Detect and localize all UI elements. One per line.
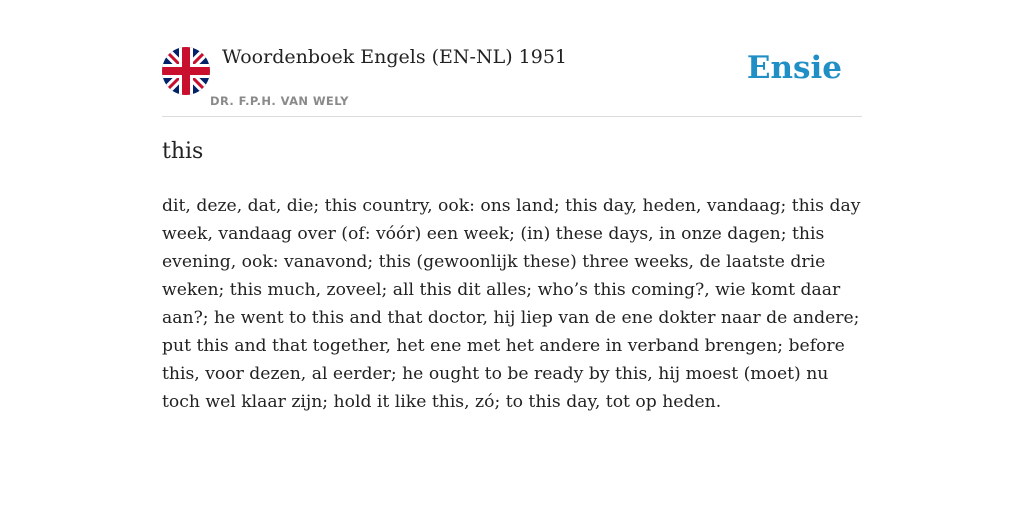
dictionary-author[interactable]: DR. F.P.H. VAN WELY xyxy=(210,94,349,108)
dictionary-title[interactable]: Woordenboek Engels (EN-NL) 1951 xyxy=(222,46,567,68)
dictionary-header xyxy=(162,44,862,117)
uk-flag-icon xyxy=(162,47,210,95)
entry-headword: this xyxy=(162,139,204,164)
brand-logo[interactable]: Ensie xyxy=(746,50,842,86)
entry-definition: dit, deze, dat, die; this country, ook: ons land; this day, heden, vandaag; this day week, vandaag over (of: vóór) een week; (in) these days, in onze dagen; this evening, ook: vanavond; this (gewoonlijk these) three weeks, de laatste drie weken; this much, zoveel; all this dit alles; who’s this coming?, wie komt daar aan?; he went to this and that doctor, hij liep van de ene dokter naar de andere; put this and that together, het ene met het andere in verband brengen; before this, voor dezen, al eerder; he ought to be ready by this, hij moest (moet) nu toch wel klaar zijn; hold it like this, zó; to this day, tot op heden. xyxy=(162,196,861,412)
